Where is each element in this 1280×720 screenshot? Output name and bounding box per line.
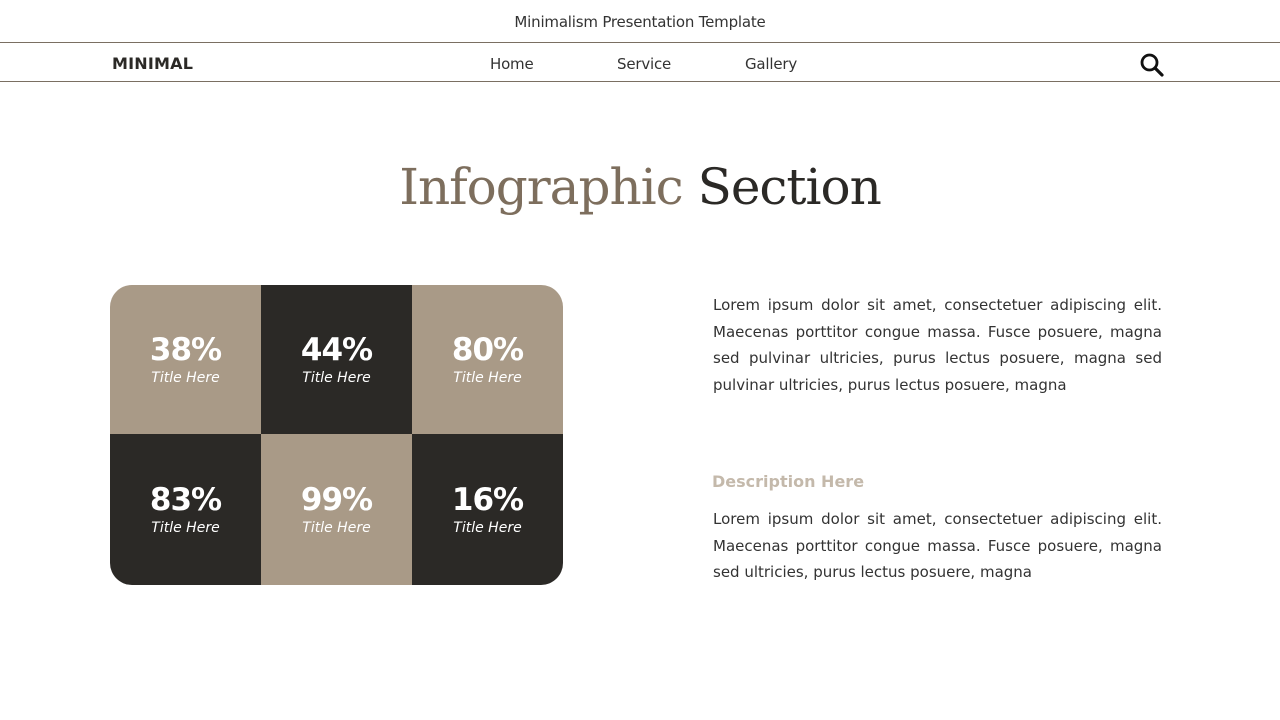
description-paragraph: Lorem ipsum dolor sit amet, consectetuer adipiscing elit. Maecenas porttitor congue massa. Fusce posuere, magna sed ultricies, purus lectus posuere, magna	[713, 510, 1162, 581]
stat-label: Title Here	[302, 519, 371, 536]
presentation-title: Minimalism Presentation Template	[514, 13, 766, 31]
stat-tile	[261, 285, 412, 434]
heading-accent-word: Infographic	[399, 158, 683, 216]
stat-label: Title Here	[302, 369, 371, 386]
intro-paragraph: Lorem ipsum dolor sit amet, consectetuer adipiscing elit. Maecenas porttitor congue massa. Fusce posuere, magna sed pulvinar ultricies, purus lectus posuere, magna sed pulvinar ultricies, purus lectus posuere, magna	[713, 296, 1162, 394]
section-heading	[0, 158, 1280, 216]
stat-label: Title Here	[151, 519, 220, 536]
heading-dark-word: Section	[697, 158, 881, 216]
stat-tile	[261, 434, 412, 585]
search-icon[interactable]	[1139, 52, 1165, 78]
stats-grid	[110, 285, 563, 585]
stat-tile	[412, 285, 563, 434]
nav-link-gallery[interactable]: Gallery	[745, 55, 798, 73]
nav-link-home[interactable]: Home	[490, 55, 534, 73]
stat-tile	[110, 434, 261, 585]
stat-label: Title Here	[151, 369, 220, 386]
stat-value: 80%	[451, 331, 524, 368]
stat-tile	[412, 434, 563, 585]
brand-logo[interactable]: MINIMAL	[112, 54, 194, 73]
stat-label: Title Here	[453, 369, 522, 386]
description-title: Description Here	[712, 472, 865, 491]
stat-value: 44%	[300, 331, 373, 368]
stat-label: Title Here	[453, 519, 522, 536]
navigation-bar	[0, 42, 1280, 82]
stat-value: 38%	[149, 331, 222, 368]
nav-link-service[interactable]: Service	[617, 55, 672, 73]
stat-tile	[110, 285, 261, 434]
stat-value: 16%	[451, 481, 524, 518]
stat-value: 99%	[300, 481, 373, 518]
stat-value: 83%	[149, 481, 222, 518]
